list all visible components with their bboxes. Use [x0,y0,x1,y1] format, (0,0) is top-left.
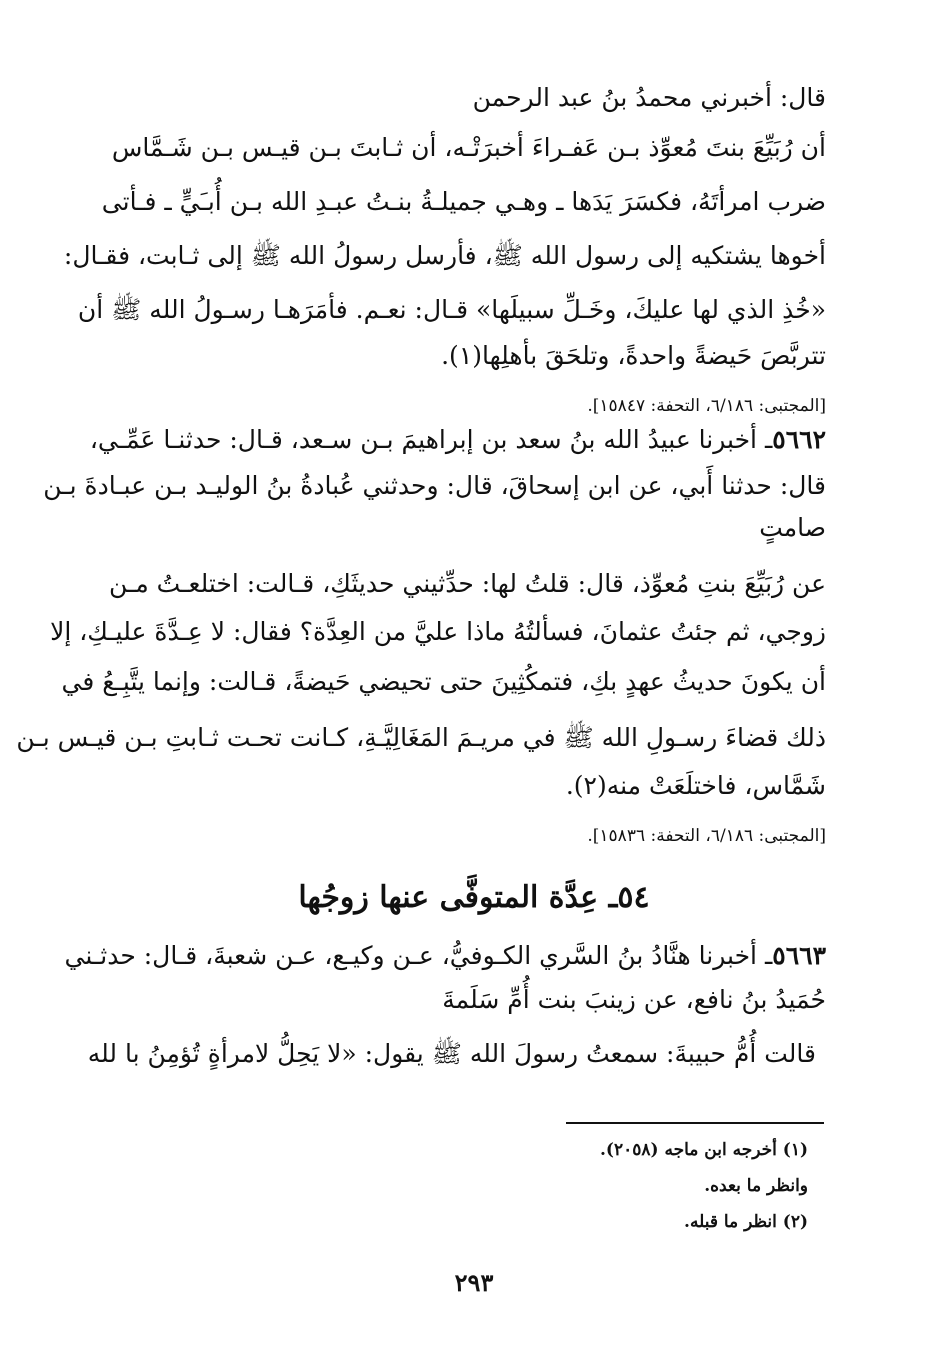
text-line: حُمَيدُ بنُ نافع، عن زينبَ بنت أُمِّ سَلَمةَ [442,985,826,1014]
footnote: (٢) انظر ما قبله. [684,1212,808,1232]
text-line: زوجي، ثم جئتُ عثمانَ، فسألتُهُ ماذا عليَّ من العِدَّة؟ فقال: لا عِـدَّةَ عليـكِ، إلا [50,617,826,646]
text-line: أن يكونَ حديثُ عهدٍ بكِ، فتمكُثِينَ حتى تحيضي حَيضةً، قـالت: وإنما يتَّبِـعُ في [61,667,826,696]
text-line: قال: أخبرني محمدُ بنُ عبد الرحمن [472,83,826,112]
number-separator: ـ [757,425,773,454]
chapter-heading [0,876,948,920]
text-line: ذلك قضاءَ رسـولِ الله ﷺ في مريـمَ المَغَالِيَّـةِ، كـانت تحـت ثـابتِ بـن قيـس بـن [16,723,826,752]
text-line: ضرب امرأتَهُ، فكسَرَ يَدَها ـ وهـي جميلـةُ بنـتُ عبـدِ الله بـن أُبـَيٍّ ـ فـأتى [101,187,826,216]
text-line: شَمَّاس، فاختلَعَتْ منه(٢). [565,771,826,800]
hadith-5662-first-line [89,420,826,460]
text-line: أخوها يشتكيه إلى رسول الله ﷺ، فأرسل رسولُ الله ﷺ إلى ثـابت، فقـال: [63,241,826,270]
text-line: تتربَّصَ حَيضةً واحدةً، وتلحَقَ بأهلِها(١). [441,341,826,370]
hadith-number: ٥٦٦٣ [772,941,826,970]
hadith-number: ٥٦٦٢ [772,425,826,454]
text-line: «خُذِ الذي لها عليكَ، وخَـلِّ سبيلَها» قـال: نعـم. فأمَرَهـا رسـولُ الله ﷺ أن [77,295,826,324]
text-line: عن رُبَيِّعَ بنتِ مُعوِّذ، قال: قلتُ لها: حدِّثيني حديثَكِ، قـالت: اختلعـتُ مـن [108,569,826,598]
text-segment: أخبرنا عبيدُ الله بنُ سعد بن إبراهيمَ بـن سـعد، قـال: حدثنـا عَمِّـي، [89,425,757,454]
number-separator: ـ [757,941,773,970]
chapter-number: ٥٤ [617,880,650,915]
text-line: قالت أُمُّ حبيبةَ: سمعتُ رسولَ الله ﷺ يقول: «لا يَحِلُّ لامرأةٍ تُؤمِنُ با لله [87,1039,816,1068]
chapter-title: عِدَّة المتوفَّى عنها زوجُها [298,880,599,915]
text-segment: أخبرنا هنَّادُ بنُ السَّري الكـوفيُّ، عـن وكيـع، عـن شعبةَ، قـال: حدثـني [64,941,757,970]
source-reference: [المجتبى: ٦/١٨٦، التحفة: ١٥٨٣٦]. [587,826,826,846]
text-line: قال: حدثنا أَبي، عن ابن إسحاقَ، قال: وحدثني عُبادةُ بنُ الوليـد بـن عبـادةَ بـن [43,471,826,500]
number-separator: ـ [598,880,618,915]
footnote: وانظر ما بعده. [704,1176,808,1196]
text-line: أن رُبَيِّعَ بنتَ مُعوِّذ بـن عَفـراءَ أخبرَتْـه، أن ثـابتَ بـن قيـس بـن شَـمَّاس [111,133,826,162]
text-line: صامتٍ [759,513,826,542]
hadith-5663-first-line [64,936,826,976]
footnote-divider [566,1122,824,1124]
footnote: (١) أخرجه ابن ماجه (٢٠٥٨). [600,1140,808,1160]
source-reference: [المجتبى: ٦/١٨٦، التحفة: ١٥٨٤٧]. [587,396,826,416]
page-number: ٢٩٣ [454,1268,494,1297]
